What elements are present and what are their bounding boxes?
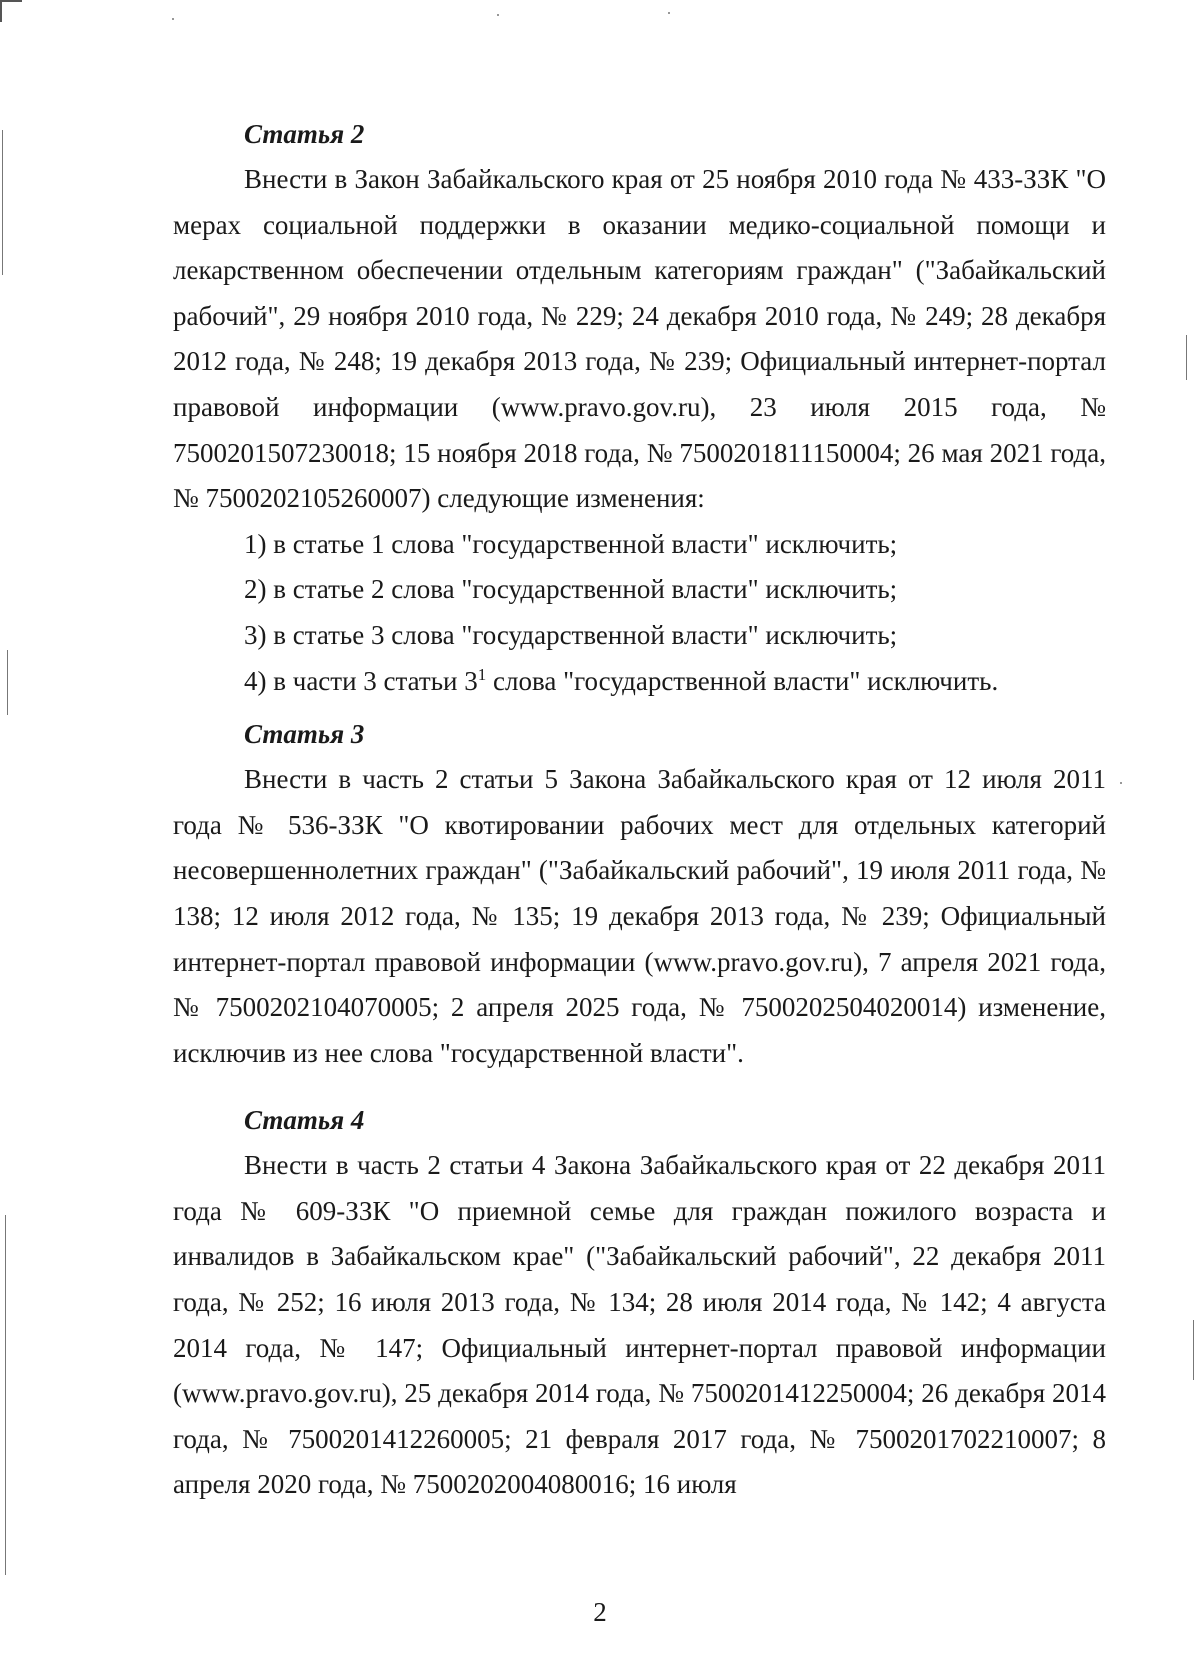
- article-heading: Статья 4: [244, 1105, 365, 1136]
- scan-speck: [668, 12, 670, 14]
- amendment-item-text: 4) в части 3 статьи 3: [244, 665, 478, 696]
- scan-edge-line: [5, 1215, 6, 1575]
- scan-edge-line: [1193, 1320, 1194, 1380]
- scan-speck: [1120, 782, 1122, 784]
- article-heading: Статья 3: [244, 719, 365, 750]
- page-number: 2: [593, 1597, 607, 1627]
- amendment-item: 1) в статье 1 слова "государственной власти" исключить;: [244, 528, 898, 559]
- amendment-item: 3) в статье 3 слова "государственной власти" исключить;: [244, 619, 898, 650]
- scan-speck: [497, 14, 499, 16]
- scan-edge-line: [7, 650, 8, 715]
- article-heading: Статья 2: [244, 119, 365, 149]
- scan-edge-line: [2, 130, 3, 275]
- scan-corner-mark: [0, 0, 22, 22]
- amendment-item: 2) в статье 2 слова "государственной власти" исключить;: [244, 574, 898, 605]
- article-paragraph: Внести в часть 2 статьи 5 Закона Забайкальского края от 12 июля 2011 года № 536-ЗЗК "О квотировании рабочих мест для отдельных категорий несовершеннолетних граждан" ("Забайкальский рабочий", 19 июля 2011 года, № 138; 12 июля 2012 года, № 135; 19 декабря 2013 года, № 239; Официальный интернет-портал правовой информации (www.pravo.gov.ru), 7 апреля 2021 года, № 7500202104070005; 2 апреля 2025 года, № 7500202504020014) изменение, исключив из нее слова "государственной власти".: [173, 764, 1106, 1068]
- amendment-item-text: слова "государственной власти" исключить.: [486, 665, 999, 696]
- scan-edge-line: [1186, 335, 1187, 380]
- document-body: [173, 112, 1106, 1508]
- article-paragraph: Внести в часть 2 статьи 4 Закона Забайкальского края от 22 декабря 2011 года № 609-ЗЗК "О приемной семье для граждан пожилого возраста и инвалидов в Забайкальском крае" ("Забайкальский рабочий", 22 декабря 2011 года, № 252; 16 июля 2013 года, № 134; 28 июля 2014 года, № 142; 4 августа 2014 года, № 147; Официальный интернет-портал правовой информации (www.pravo.gov.ru), 25 декабря 2014 года, № 7500201412250004; 26 декабря 2014 года, № 7500201412260005; 21 февраля 2017 года, № 7500201702210007; 8 апреля 2020 года, № 7500202004080016; 16 июля: [173, 1150, 1106, 1500]
- superscript: 1: [477, 664, 487, 684]
- amendment-item: [173, 659, 1106, 705]
- article-paragraph: Внести в Закон Забайкальского края от 25 ноября 2010 года № 433-ЗЗК "О мерах социальной поддержки в оказании медико-социальной помощи и лекарственном обеспечении отдельным категориям граждан" ("Забайкальский рабочий", 29 ноября 2010 года, № 229; 24 декабря 2010 года, № 249; 28 декабря 2012 года, № 248; 19 декабря 2013 года, № 239; Официальный интернет-портал правовой информации (www.pravo.gov.ru), 23 июля 2015 года, № 7500201507230018; 15 ноября 2018 года, № 7500201811150004; 26 мая 2021 года, № 7500202105260007) следующие изменения:: [173, 164, 1106, 514]
- scan-speck: [172, 18, 174, 20]
